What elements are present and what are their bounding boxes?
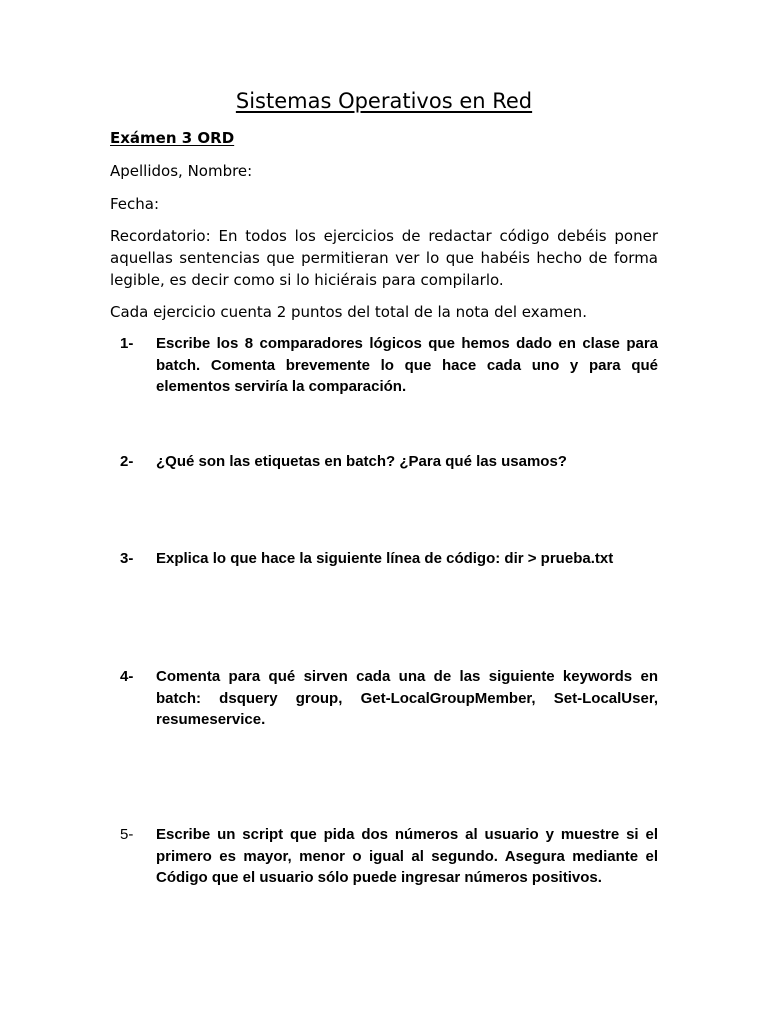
question-item	[110, 666, 658, 731]
date-field-label: Fecha:	[110, 195, 160, 213]
question-number: 1-	[120, 335, 134, 352]
question-number: 3-	[120, 550, 134, 567]
question-item	[110, 824, 658, 889]
question-text: Escribe los 8 comparadores lógicos que hemos dado en clase para batch. Comenta brevemente lo que hace cada uno y para qué elementos serviría la comparación.	[156, 335, 658, 395]
name-field-label: Apellidos, Nombre:	[110, 162, 253, 180]
question-text: ¿Qué son las etiquetas en batch? ¿Para qué las usamos?	[156, 453, 567, 470]
question-item	[110, 451, 658, 473]
question-text: Comenta para qué sirven cada una de las siguiente keywords en batch: dsquery group, Get-LocalGroupMember, Set-LocalUser, resumeservice.	[156, 668, 658, 728]
question-item	[110, 333, 658, 398]
question-number: 5-	[120, 826, 134, 843]
document-title: Sistemas Operativos en Red	[235, 89, 533, 113]
scoring-paragraph: Cada ejercicio cuenta 2 puntos del total de la nota del examen.	[110, 303, 587, 321]
reminder-paragraph: Recordatorio: En todos los ejercicios de redactar código debéis poner aquellas sentencias que permitieran ver lo que habéis hecho de forma legible, es decir como si lo hiciérais para compilarlo.	[110, 227, 658, 289]
exam-label: Exámen 3 ORD	[110, 129, 235, 147]
question-number: 4-	[120, 668, 134, 685]
question-text: Explica lo que hace la siguiente línea de código: dir > prueba.txt	[156, 550, 614, 567]
question-item	[110, 548, 658, 570]
question-number: 2-	[120, 453, 134, 470]
question-text: Escribe un script que pida dos números al usuario y muestre si el primero es mayor, menor o igual al segundo. Asegura mediante el Código que el usuario sólo puede ingresar números positivos.	[156, 826, 658, 886]
